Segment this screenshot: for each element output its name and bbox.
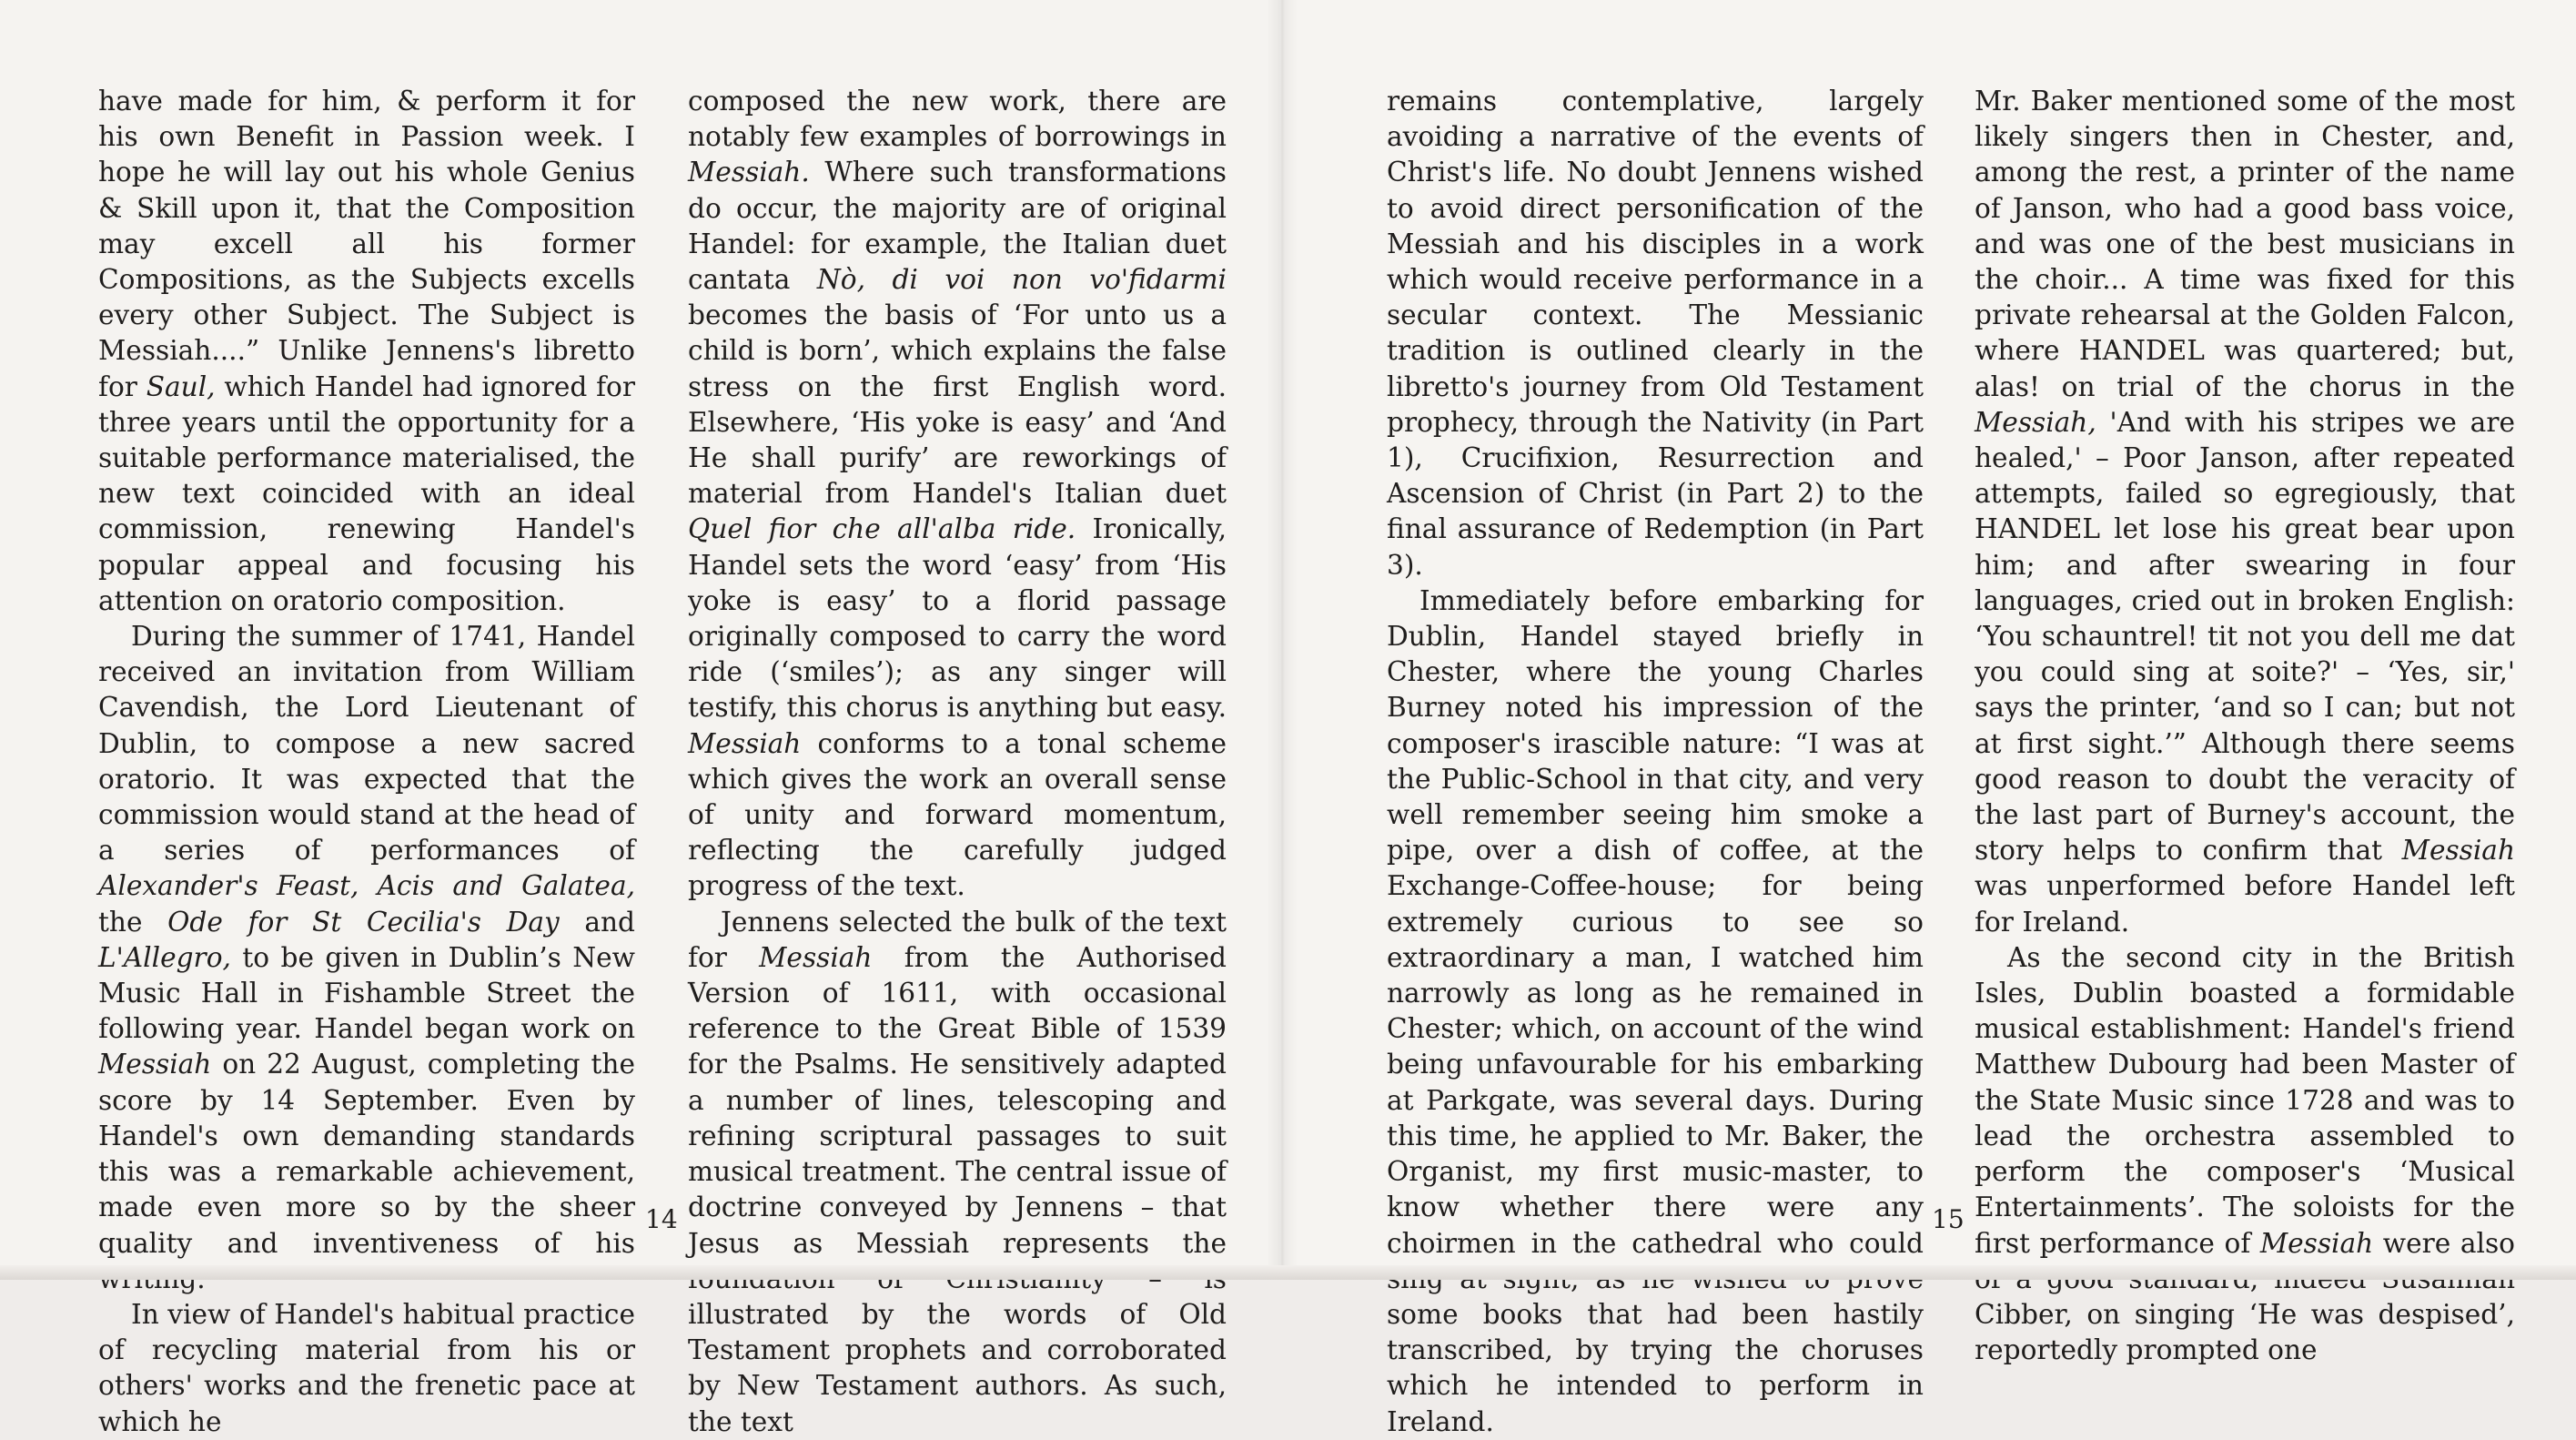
text-run: the [98, 906, 168, 938]
text-run: and [559, 906, 635, 938]
book-gutter [1267, 0, 1298, 1280]
italic-text: Messiah [688, 727, 802, 759]
italic-text: Messiah [2401, 835, 2515, 867]
italic-text: Nò, di voi non vo'fidarmi [816, 264, 1227, 296]
page-number-left: 14 [645, 1204, 678, 1234]
text-run: During the summer of 1741, Handel received an invitation from William Cavendish, the Lord Lieutenant of Dublin, to compose a new sacred oratorio. It was expected that the commission would stand at the head of a series of performances of [98, 621, 635, 867]
paragraph [688, 84, 1227, 905]
italic-text: Messiah [2259, 1227, 2374, 1259]
text-run: to be given in Dublin’s New Music Hall in Fishamble Street the following year. Handel began work on [98, 941, 635, 1045]
text-run: from the Authorised Version of 1611, with occasional reference to the Great Bible of 1539 for the Psalms. He sensitively adapted a number of lines, telescoping and refining scriptural passages to suit musical treatment. The central issue of doctrine conveyed by Jennens – that Jesus as Messiah represents the illustrated by the words of Old Testament prophets and corroborated by New Testament authors. As such, the text [688, 941, 1227, 1437]
italic-text: Messiah [98, 1049, 212, 1080]
italic-text: Messiah. [688, 157, 810, 188]
text-run: remains contemplative, largely avoiding a narrative of the events of Christ's life. No doubt Jennens wished to avoid direct personification of the Messiah and his disciples in a work which would receive performance in a secular context. The Messianic tradition is outlined clearly in the libretto's journey from Old Testament prophecy, through the Nativity (in Part 1), Crucifixion, Resurrection and Ascension of Christ (in Part 2) to the final assurance of Redemption (in Part 3). [1387, 86, 1924, 581]
italic-text: Quel fior che all'alba ride. [688, 513, 1076, 545]
text-run: have made for him, & perform it for his own Benefit in Passion week. I hope he will lay out his whole Genius & Skill upon it, that the Composition may excell all his former Compositions, as the Subjects excells every other Subject. The Subject is Messiah....” Unlike Jennens's libretto for [98, 86, 635, 402]
text-run: In view of Handel's habitual practice of recycling material from his or others' works and the frenetic pace at which he [98, 1298, 635, 1437]
paragraph [688, 905, 1227, 1440]
paragraph [1975, 84, 2515, 940]
italic-text: Alexander's Feast, Acis and Galatea, [98, 870, 635, 902]
italic-text: Saul, [146, 370, 216, 402]
italic-text: Messiah, [1975, 406, 2096, 438]
italic-text: Ode for St Cecilia's Day [167, 906, 560, 938]
text-run: Where such transformations do occur, the majority are of original Handel: for example, the Italian duet cantata [688, 157, 1227, 296]
text-run: 'And with his stripes we are healed,' – Poor Janson, after repeated attempts, failed so egregiously, that HANDEL let lose his great bear upon him; and after swearing in four languages, cried out in broken English: ‘You schauntrel! tit not you dell me dat you could sing at soite?' – ‘Yes, sir,' says the printer, ‘and so I can; but not at first sight.’” Although there seems good reason to doubt the veracity of the last part of Burney's account, the story helps to confirm that [1975, 406, 2515, 867]
left-page-column-2 [688, 84, 1227, 1440]
text-run: on 22 August, completing the score by 14 September. Even by Handel's own demanding standards this was a remarkable achievement, made even more so by the sheer quality and inventiveness of his [98, 1049, 635, 1259]
text-run: was unperformed before Handel left for Ireland. [1975, 870, 2515, 938]
text-run: becomes the basis of ‘For unto us a child is born’, which explains the false stress on the first English word. Elsewhere, ‘His yoke is easy’ and ‘And He shall purify’ are reworkings of material from Handel's Italian duet [688, 299, 1227, 510]
paragraph [1387, 84, 1924, 583]
paragraph [1387, 583, 1924, 1440]
left-page [0, 0, 1281, 1437]
paragraph [1975, 940, 2515, 1368]
text-run: Mr. Baker mentioned some of the most likely singers then in Chester, and, among the rest, a printer of the name of Janson, who had a good bass voice, and was one of the best musicians in the choir... A time was fixed for this private rehearsal at the Golden Falcon, where HANDEL was quartered; but, alas! on trial of the chorus in the [1975, 86, 2515, 402]
paragraph [98, 619, 635, 1297]
paragraph [98, 1297, 635, 1440]
text-run: Ironically, Handel sets the word ‘easy’ from ‘His yoke is easy’ to a florid passage originally composed to carry the word ride (‘smiles’); as any singer will testify, this chorus is anything but easy. [688, 513, 1227, 724]
page-number-right: 15 [1932, 1204, 1965, 1234]
text-run: Immediately before embarking for Dublin, Handel stayed briefly in Chester, where the young Charles Burney noted his impression of the composer's irascible nature: “I was at the Public-School in that city, and very well remember seeing him smoke a pipe, over a dish of coffee, at the Exchange-Coffee-house; for being extremely curious to see so extraordinary a man, I watched him narrowly as long as he remained in Chester; which, on account of the wind being unfavourable for his embarking at Parkgate, was several days. During this time, he applied to Mr. Baker, the Organist, my first music-master, to know whether there were any choirmen in the cathedral who could some books that had been hastily transcribed, by trying the choruses which he intended to perform in Ireland. [1387, 584, 1924, 1437]
text-run: composed the new work, there are notably few examples of borrowings in [688, 86, 1227, 153]
left-page-column-1 [98, 84, 635, 1440]
right-page-column-1 [1387, 84, 1924, 1440]
text-run: conforms to a tonal scheme which gives the work an overall sense of unity and forward momentum, reflecting the carefully judged progress of the text. [688, 727, 1227, 902]
italic-text: L'Allegro, [98, 941, 231, 973]
text-run: As the second city in the British Isles, Dublin boasted a formidable musical establishment: Handel's friend Matthew Dubourg had been Master of the State Music since 1728 and was to lead the orchestra assembled to perform the composer's ‘Musical Entertainments’. The soloists for the first performance of [1975, 941, 2515, 1259]
italic-text: Messiah [759, 941, 873, 973]
page-bottom-edge [0, 1265, 2576, 1280]
text-run: which Handel had ignored for three years until the opportunity for a suitable performance materialised, the new text coincided with an ideal commission, renewing Handel's popular appeal and focusing his attention on oratorio composition. [98, 370, 635, 616]
right-page-column-2 [1975, 84, 2515, 1368]
text-run: were also Cibber, on singing ‘He was despised’, reportedly prompted one [1975, 1227, 2515, 1366]
paragraph [98, 84, 635, 619]
text-run: Jennens selected the bulk of the text for [688, 906, 1227, 973]
